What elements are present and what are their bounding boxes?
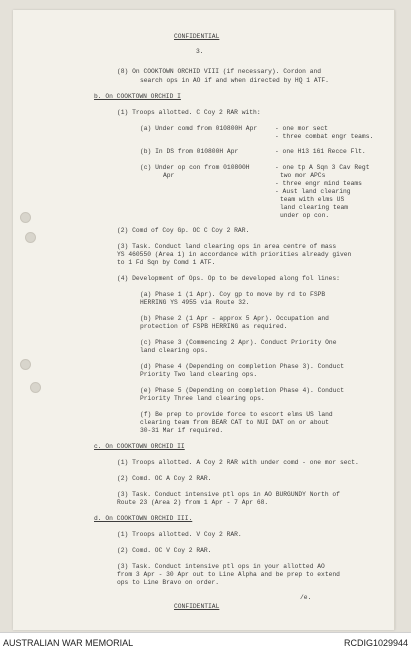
text-line: YS 460550 (Area 1) in accordance with priorities already given <box>117 251 352 258</box>
page-number: 3. <box>196 48 204 55</box>
text-line: (d) Phase 4 (Depending on completion Phase 3). Conduct <box>140 363 345 370</box>
text-line: - one tp A Sqn 3 Cav Regt <box>275 164 370 171</box>
text-line: team with elms US <box>280 196 345 203</box>
text-line: to 1 Fd Sqn by Comd 1 ATF. <box>117 259 216 266</box>
text-line: - three engr mind teams <box>275 180 362 187</box>
text-line: (b) Phase 2 (1 Apr - approx 5 Apr). Occupation and <box>140 315 329 322</box>
archive-id: RCDIG1029944 <box>343 638 408 648</box>
text-line: (3) Task. Conduct intensive ptl ops in AO BURGUNDY North of <box>117 491 340 498</box>
text-line: (a) Under comd from 010800H Apr <box>140 125 258 132</box>
text-line: (f) Be prep to provide force to escort elms US land <box>140 411 333 418</box>
footer-classification: CONFIDENTIAL <box>174 603 220 610</box>
text-line: (e) Phase 5 (Depending on completion Phase 4). Conduct <box>140 387 345 394</box>
text-line: clearing team from BEAR CAT to NUI DAT on or about <box>140 419 329 426</box>
text-line: Apr <box>163 172 175 179</box>
punch-hole <box>20 359 31 370</box>
text-line: land clearing ops. <box>140 347 209 354</box>
text-line: (1) Troops allotted. C Coy 2 RAR with: <box>117 109 261 116</box>
text-line: ops to Line Bravo on order. <box>117 579 220 586</box>
section-heading: b. On COOKTOWN ORCHID I <box>94 93 181 100</box>
text-line: Priority Two land clearing ops. <box>140 371 258 378</box>
text-line: land clearing team <box>280 204 349 211</box>
text-line: (4) Development of Ops. Op to be developed along fol lines: <box>117 275 340 282</box>
text-line: (3) Task. Conduct land clearing ops in area centre of mass <box>117 243 337 250</box>
text-line: (c) Under op con from 010800H <box>140 164 250 171</box>
text-line: - three combat engr teams. <box>275 133 374 140</box>
punch-hole <box>25 232 36 243</box>
text-line: (b) In DS from 010800H Apr <box>140 148 239 155</box>
continuation-marker: /e. <box>300 594 312 601</box>
text-line: (2) Comd of Coy Gp. OC C Coy 2 RAR. <box>117 227 250 234</box>
text-line: from 3 Apr - 30 Apr out to Line Alpha and be prep to extend <box>117 571 340 578</box>
archive-label: AUSTRALIAN WAR MEMORIAL <box>3 638 134 648</box>
text-line: two mor APCs <box>280 172 326 179</box>
text-line: protection of FSPB HERRING as required. <box>140 323 288 330</box>
text-line: (1) Troops allotted. V Coy 2 RAR. <box>117 531 242 538</box>
text-line: 30-31 Mar if required. <box>140 427 224 434</box>
text-line: search ops in AO if and when directed by HQ 1 ATF. <box>140 77 329 84</box>
text-line: (3) Task. Conduct intensive ptl ops in your allotted AO <box>117 563 325 570</box>
text-line: Priority Three land clearing ops. <box>140 395 265 402</box>
text-line: (c) Phase 3 (Commencing 2 Apr). Conduct Priority One <box>140 339 337 346</box>
text-line: (2) Comd. OC A Coy 2 RAR. <box>117 475 212 482</box>
punch-hole <box>20 212 31 223</box>
punch-hole <box>30 382 41 393</box>
text-line: HERRING YS 4955 via Route 32. <box>140 299 250 306</box>
archive-footer <box>0 632 411 654</box>
section-heading: c. On COOKTOWN ORCHID II <box>94 443 185 450</box>
text-line: - one H13 161 Recce Flt. <box>275 148 366 155</box>
text-line: (8) On COOKTOWN ORCHID VIII (if necessary). Cordon and <box>117 68 322 75</box>
header-classification: CONFIDENTIAL <box>174 33 220 40</box>
text-line: - Aust land clearing <box>275 188 351 195</box>
text-line: Route 23 (Area 2) from 1 Apr - 7 Apr 68. <box>117 499 269 506</box>
text-line: (a) Phase 1 (1 Apr). Coy gp to move by rd to FSPB <box>140 291 326 298</box>
text-line: (1) Troops allotted. A Coy 2 RAR with under comd - one mor sect. <box>117 459 359 466</box>
text-line: - one mor sect <box>275 125 328 132</box>
section-heading: d. On COOKTOWN ORCHID III. <box>94 515 193 522</box>
text-line: under op con. <box>280 212 330 219</box>
text-line: (2) Comd. OC V Coy 2 RAR. <box>117 547 212 554</box>
